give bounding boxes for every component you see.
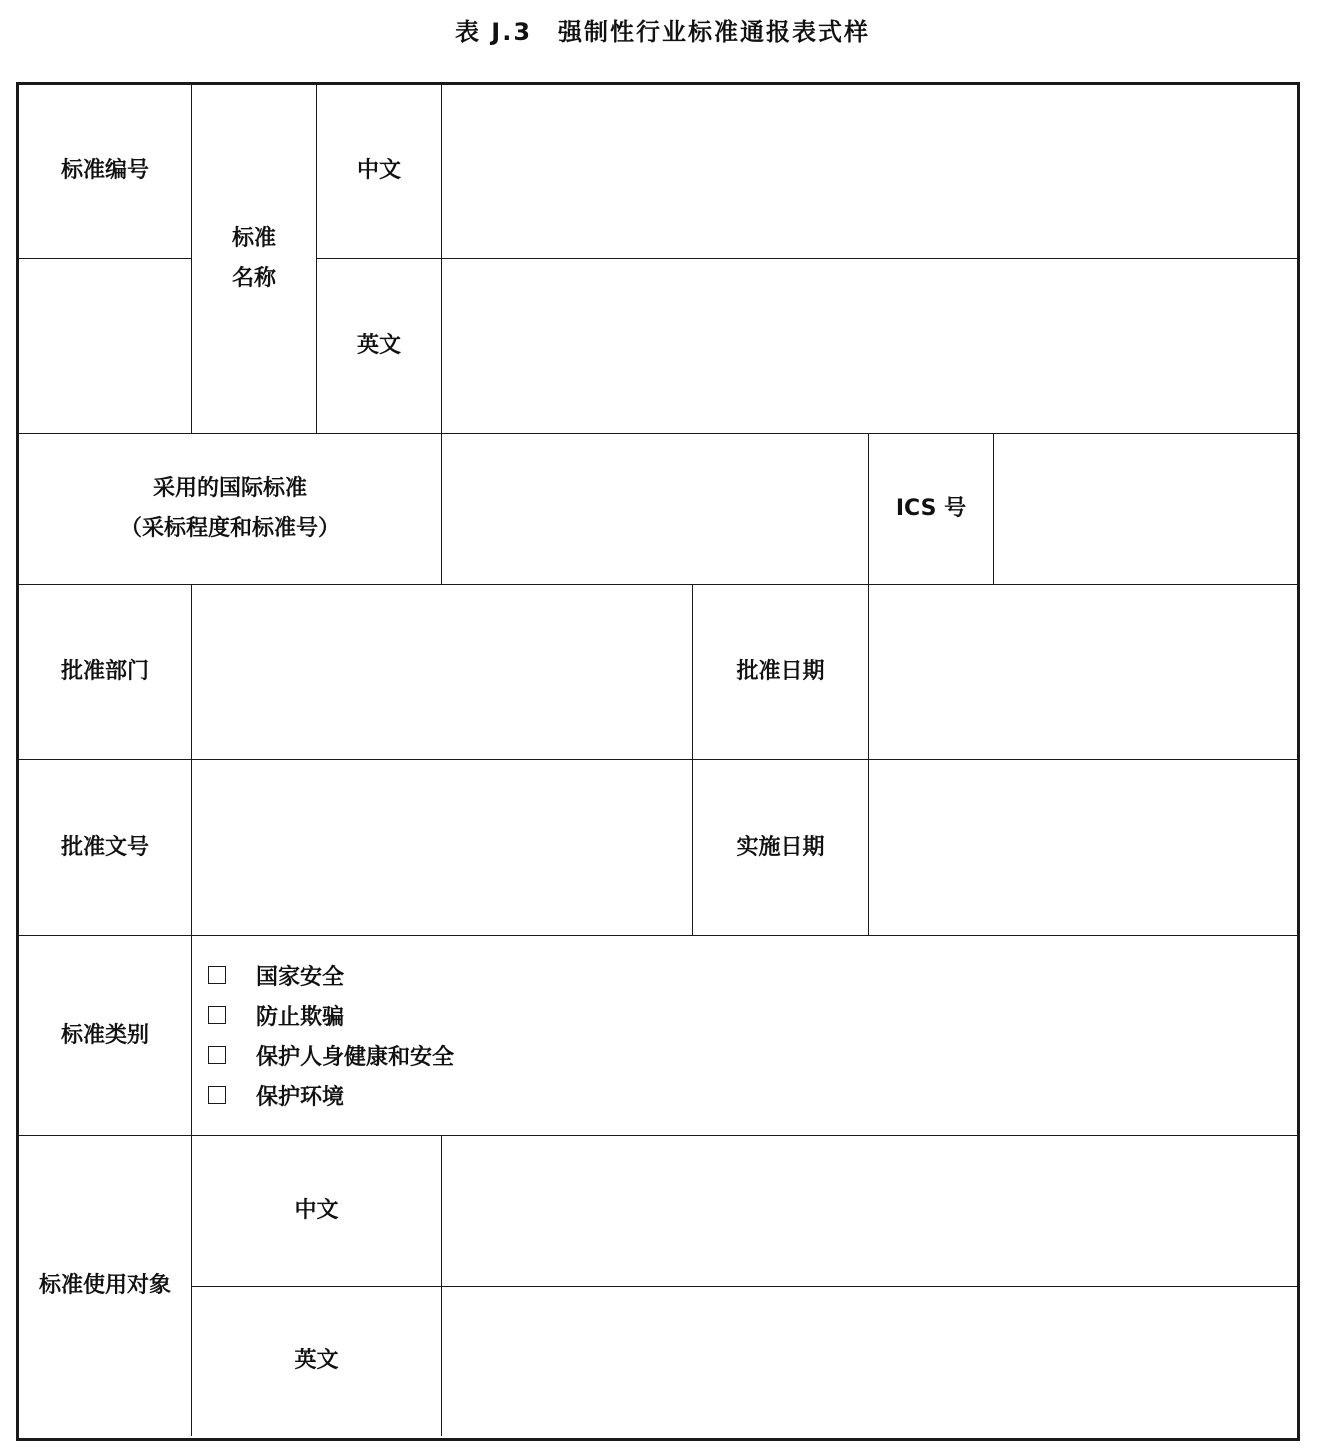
intl-standard-value[interactable]	[442, 434, 868, 584]
name-english-value[interactable]	[442, 259, 1294, 433]
category-option-national-security[interactable]	[208, 955, 454, 995]
intl-standard-label-line1: 采用的国际标准	[152, 476, 307, 501]
category-option-label: 国家安全	[256, 964, 345, 990]
category-option-label: 防止欺骗	[256, 1004, 345, 1030]
category-option-health-safety[interactable]	[208, 1035, 454, 1075]
approval-doc-label: 批准文号	[60, 834, 149, 860]
table-caption: 强制性行业标准通报表式样	[558, 18, 871, 46]
table-title	[0, 12, 1325, 47]
standard-number-label: 标准编号	[60, 158, 149, 183]
standard-name-label-line1: 标准	[231, 226, 276, 251]
name-chinese-value[interactable]	[442, 84, 1294, 258]
standard-name-label-line2: 名称	[231, 266, 276, 291]
category-option-fraud-prevention[interactable]	[208, 995, 454, 1035]
name-english-label: 英文	[356, 333, 401, 358]
ics-number-value[interactable]	[994, 434, 1294, 584]
approval-dept-label: 批准部门	[60, 659, 149, 684]
category-options	[208, 955, 454, 1115]
category-option-label: 保护环境	[256, 1084, 345, 1110]
effective-date-label: 实施日期	[736, 834, 825, 860]
category-option-environment[interactable]	[208, 1075, 454, 1115]
users-label: 标准使用对象	[38, 1272, 171, 1298]
approval-doc-value[interactable]	[192, 760, 692, 935]
intl-standard-label-line2: （采标程度和标准号）	[119, 516, 340, 541]
checkbox[interactable]	[208, 1046, 226, 1064]
intl-standard-label	[19, 434, 441, 584]
category-label: 标准类别	[60, 1022, 149, 1048]
checkbox[interactable]	[208, 1006, 226, 1024]
users-chinese-label: 中文	[294, 1198, 339, 1223]
users-english-value[interactable]	[442, 1287, 1294, 1435]
users-english-label: 英文	[294, 1348, 339, 1373]
table-number: 表 J.3	[454, 18, 533, 46]
checkbox[interactable]	[208, 966, 226, 984]
standard-number-value[interactable]	[19, 259, 191, 433]
name-chinese-label: 中文	[356, 158, 401, 183]
users-chinese-value[interactable]	[442, 1136, 1294, 1286]
category-option-label: 保护人身健康和安全	[256, 1044, 455, 1070]
checkbox[interactable]	[208, 1086, 226, 1104]
approval-date-value[interactable]	[869, 585, 1294, 759]
effective-date-value[interactable]	[869, 760, 1294, 935]
ics-number-label: ICS 号	[895, 496, 967, 521]
approval-dept-value[interactable]	[192, 585, 692, 759]
standard-name-label	[192, 64, 316, 454]
approval-date-label: 批准日期	[736, 659, 825, 684]
